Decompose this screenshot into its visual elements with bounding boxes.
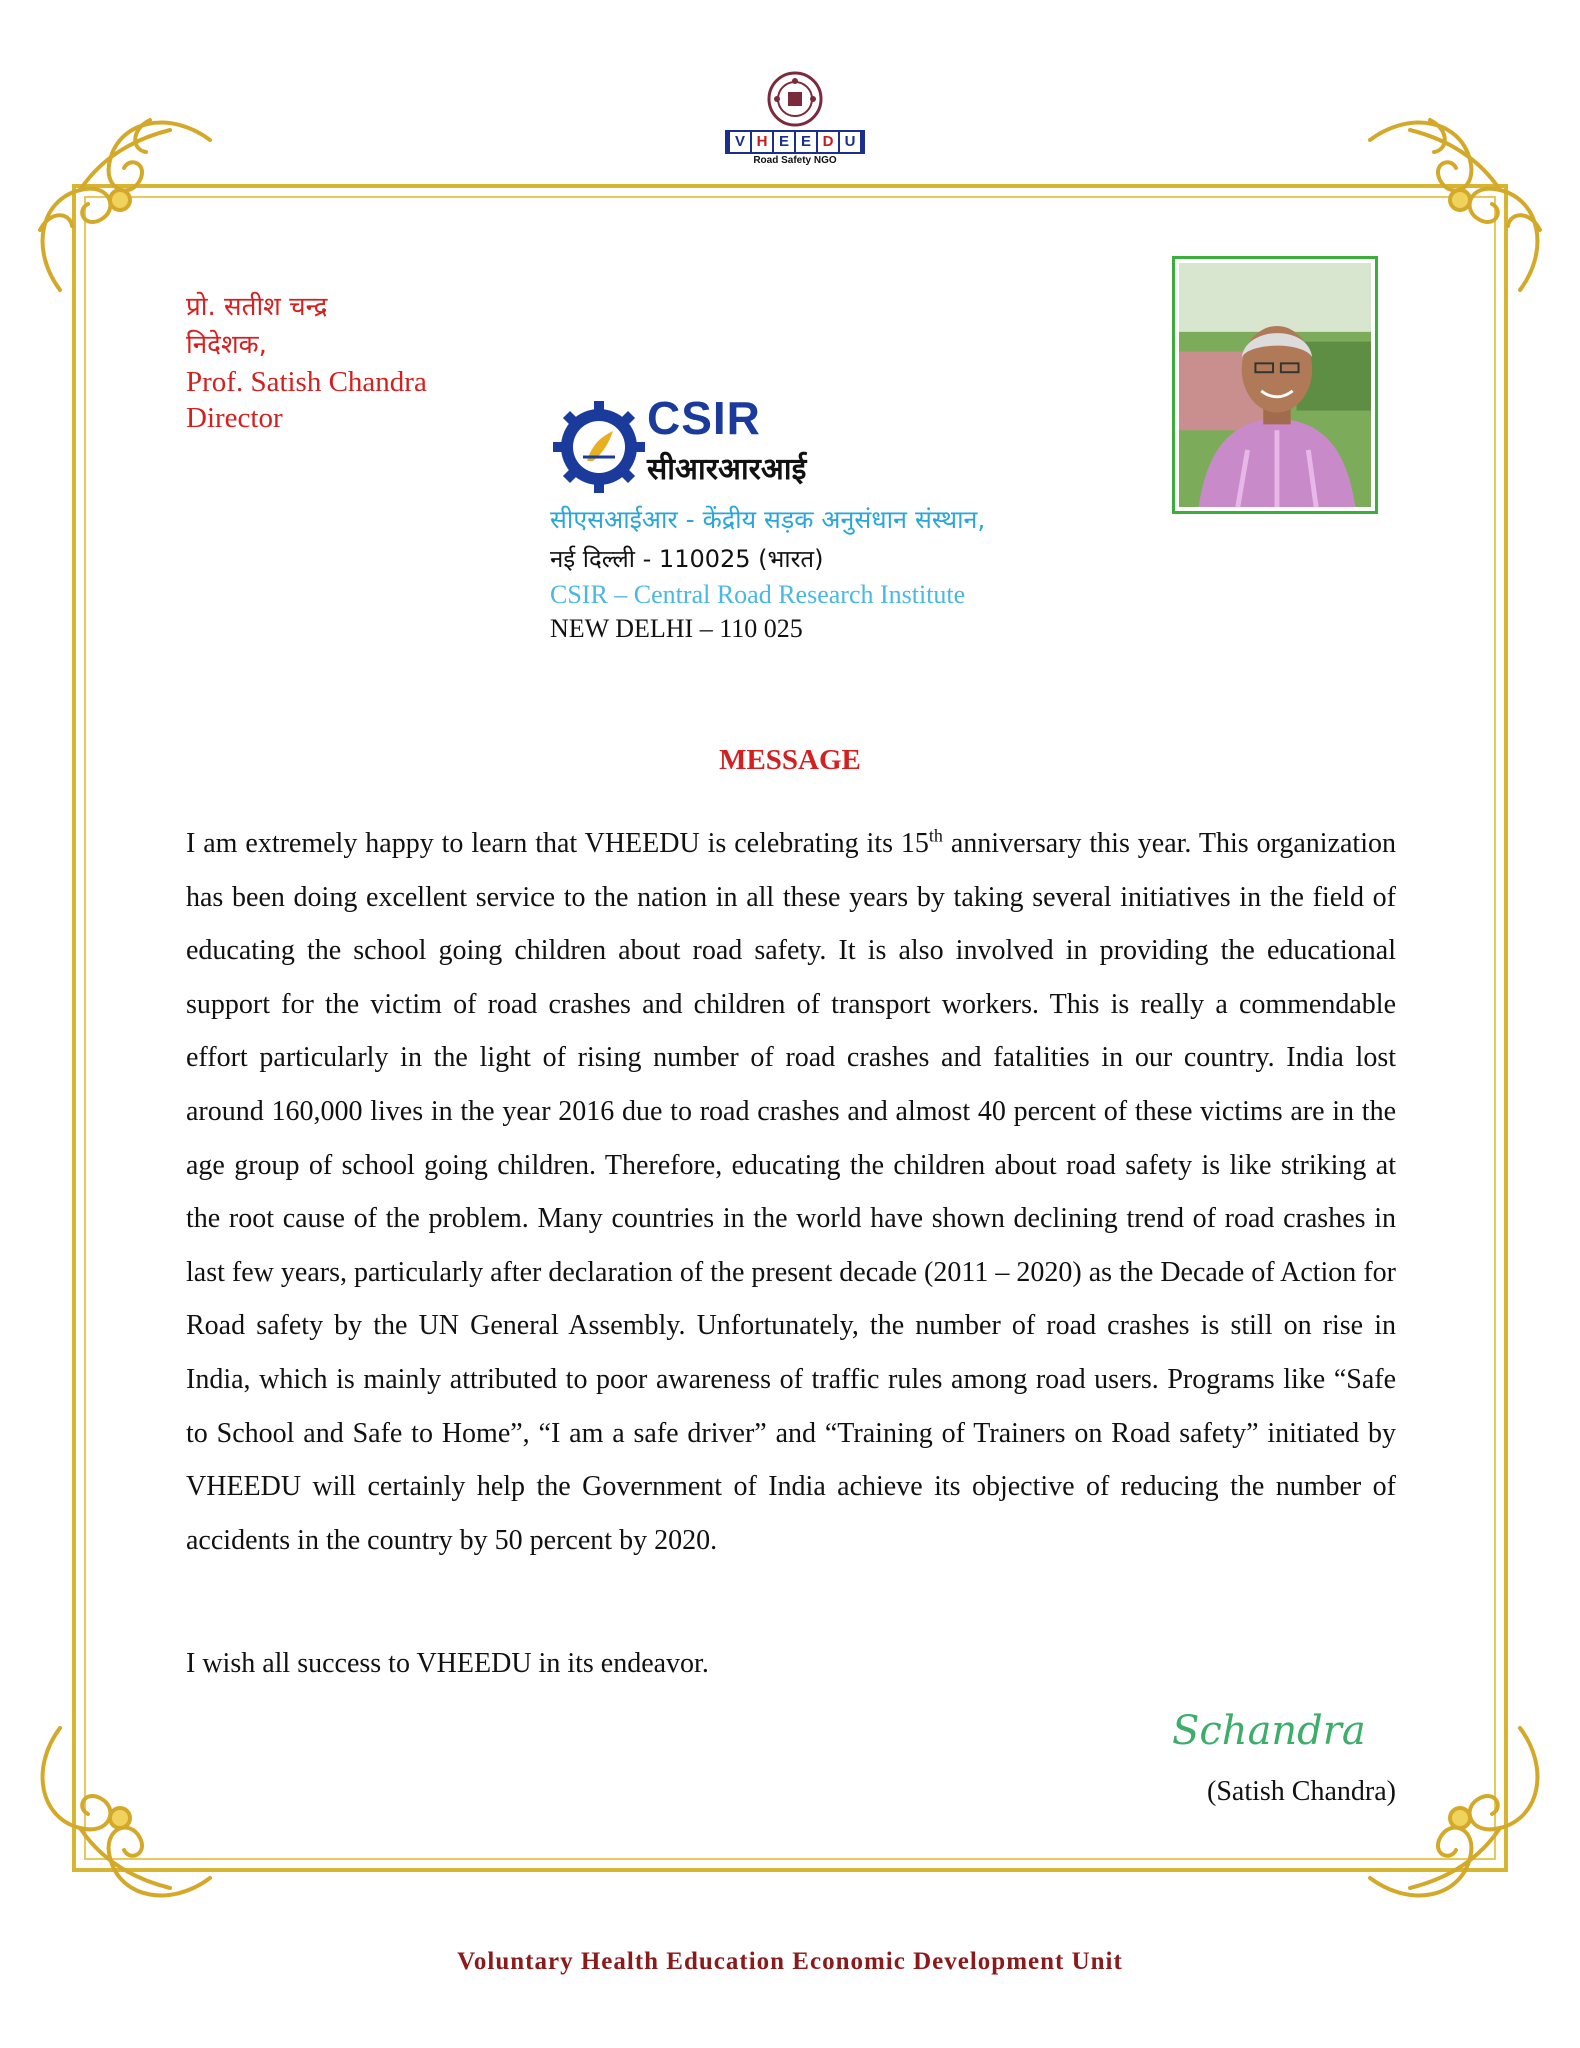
institute-city-hindi: नई दिल्ली - 110025 (भारत) [550, 545, 824, 573]
vheedu-logo [710, 70, 880, 182]
ordinal-suffix: th [928, 825, 943, 846]
logo-letter: H [752, 132, 772, 152]
corner-ornament-icon [20, 1718, 220, 1918]
sender-name-hindi: प्रो. सतीश चन्द्र [186, 292, 328, 322]
message-heading: MESSAGE [719, 744, 861, 776]
logo-tagline: Road Safety NGO [753, 155, 837, 166]
vheedu-emblem-icon [766, 70, 824, 128]
csir-logo [553, 392, 807, 505]
sender-name: Prof. Satish Chandra [186, 366, 427, 398]
director-photo [1172, 256, 1378, 514]
corner-ornament-icon [20, 100, 220, 300]
message-text-rest: anniversary this year. This organization has been doing excellent service to the nation in all these years by taking several initiatives in the field of educating the school going children about road safety. It is also involved in providing the educational support for the victim of road crashes and children of transport workers. This is really a commendable effort particularly in the light of rising number of road crashes and fatalities in our country. India lost around 160,000 lives in the year 2016 due to road crashes and almost 40 percent of these victims are in the age group of school going children. Therefore, educating the children about road safety is like striking at the root cause of the problem. Many countries in the world have shown declining trend of road crashes in last few years, particularly after declaration of the present decade (2011 – 2020) as the Decade of Action for Road safety by the UN General Assembly. Unfortunately, the number of road crashes is still on rise in India, which is mainly attributed to poor awareness of traffic rules among road users. Programs like “Safe to School and Safe to Home”, “I am a safe driver” and “Training of Trainers on Road safety” initiated by VHEEDU will certainly help the Government of India achieve its objective of reducing the number of accidents in the country by 50 percent by 2020. [186, 828, 1396, 1556]
signature-image [1168, 1700, 1398, 1760]
message-text-start: I am extremely happy to learn that VHEEDU is celebrating its 15 [186, 828, 929, 859]
csir-logo-text: CSIR [647, 392, 761, 444]
logo-letter: E [796, 132, 816, 152]
corner-ornament-icon [1360, 100, 1560, 300]
institute-name-hindi: सीएसआईआर - केंद्रीय सड़क अनुसंधान संस्थान, [550, 505, 986, 534]
signature-text: Schandra [1172, 1708, 1366, 1754]
closing-line: I wish all success to VHEEDU in its endeavor. [186, 1648, 709, 1679]
csir-logo-hindi: सीआरआरआई [647, 452, 807, 487]
footer-organization: Voluntary Health Education Economic Development Unit [457, 1948, 1123, 1975]
vheedu-wordmark [725, 130, 865, 154]
sender-title-hindi: निदेशक, [186, 330, 267, 360]
logo-letter: U [840, 132, 860, 152]
logo-letter: D [818, 132, 838, 152]
logo-letter: E [774, 132, 794, 152]
sender-block [186, 288, 427, 436]
portrait-image [1179, 263, 1371, 507]
sender-title: Director [186, 402, 283, 434]
message-paragraph [186, 817, 1396, 1567]
logo-letter: V [730, 132, 750, 152]
institute-city: NEW DELHI – 110 025 [550, 614, 803, 643]
csir-gear-emblem-icon [553, 401, 645, 493]
message-body [186, 817, 1396, 1567]
institute-name: CSIR – Central Road Research Institute [550, 580, 966, 609]
institute-address [550, 500, 985, 646]
signer-name: (Satish Chandra) [1207, 1776, 1396, 1807]
